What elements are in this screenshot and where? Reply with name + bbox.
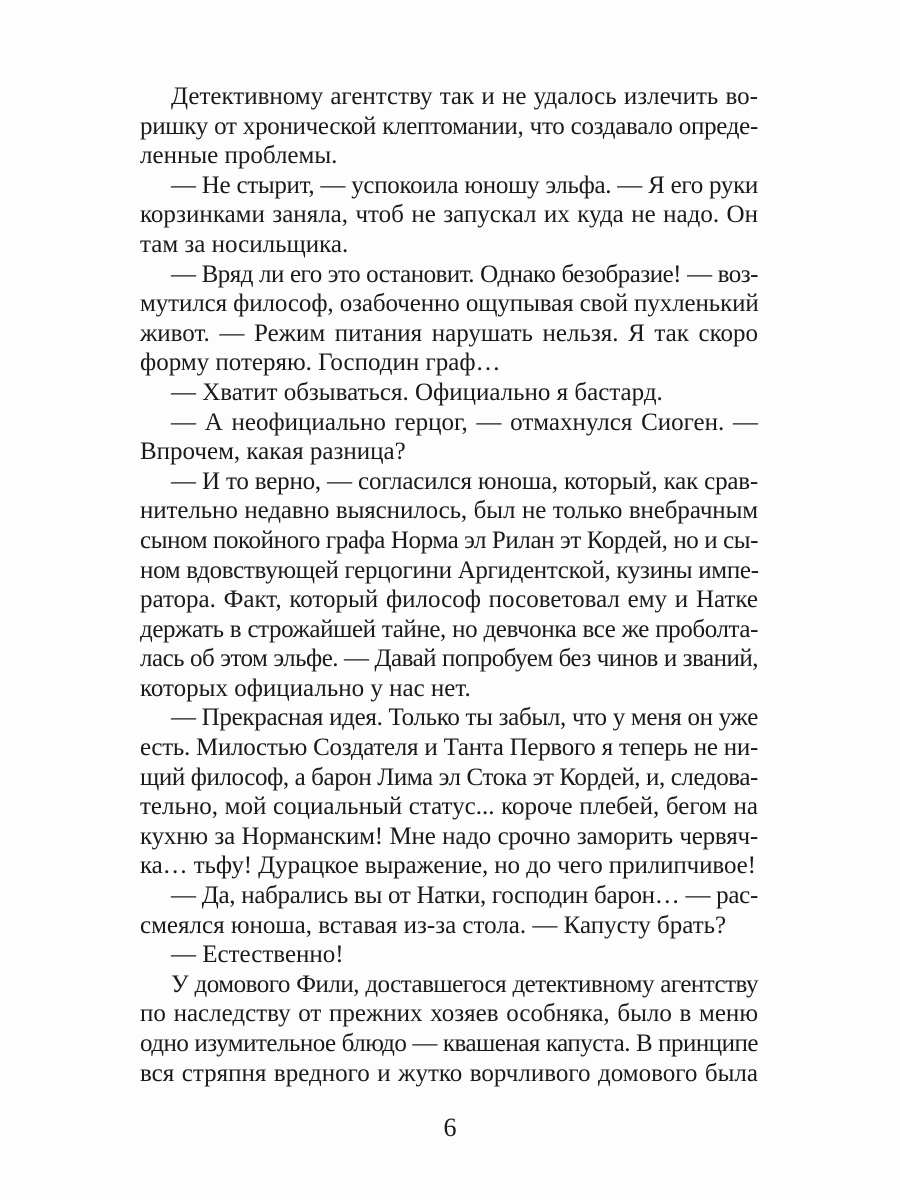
text-line: — Хватит обзываться. Официально я бастард.	[171, 378, 663, 406]
text-line: кухню за Норманским! Мне надо срочно заморить червяч-	[140, 822, 758, 850]
text-line: которых официально у нас нет.	[140, 674, 471, 702]
text-line: смеялся юноша, вставая из-за стола. — Капусту брать?	[140, 911, 727, 939]
text-line: — Не стырит, — успокоила юношу эльфа. — Я его руки	[171, 171, 758, 199]
page-number: 6	[443, 1113, 457, 1142]
text-line: одно изумительное блюдо — квашеная капуста. В принципе	[140, 1030, 758, 1057]
text-line: корзинками заняла, чтоб не запускал их куда не надо. Он	[140, 201, 758, 229]
text-line: лась об этом эльфе. — Давай попробуем без чинов и званий,	[140, 645, 758, 673]
text-line: тельно, мой социальный статус... короче плебей, бегом на	[140, 793, 758, 821]
text-line: — Вряд ли его это остановит. Однако безобразие! — воз-	[171, 260, 758, 288]
text-line: держать в строжайшей тайне, но девчонка все же проболта-	[140, 615, 758, 643]
text-line: ратора. Факт, который философ посоветовал ему и Натке	[140, 586, 758, 614]
text-line: — Прекрасная идея. Только ты забыл, что у меня он уже	[171, 704, 758, 732]
text-line: форму потеряю. Господин граф…	[140, 349, 501, 377]
text-line: нительно недавно выяснилось, был не только внебрачным	[140, 497, 758, 525]
text-line: — Естественно!	[171, 941, 344, 969]
text-line: — Да, набрались вы от Натки, господин барон… — рас-	[171, 882, 758, 910]
text-line: мутился философ, озабоченно ощупывая свой пухленький	[140, 290, 759, 318]
text-line: Детективному агентству так и не удалось излечить во-	[171, 83, 758, 110]
text-line: есть. Милостью Создателя и Танта Первого я теперь не ни-	[140, 734, 758, 762]
text-line: щий философ, а барон Лима эл Стока эт Кордей, и, следова-	[140, 763, 758, 791]
text-line: ленные проблемы.	[140, 142, 338, 170]
text-line: живот. — Режим питания нарушать нельзя. Я так скоро	[140, 319, 758, 347]
text-line: вся стряпня вредного и жутко ворчливого домового была	[140, 1059, 758, 1087]
text-line: Впрочем, какая разница?	[140, 438, 406, 466]
text-line: — А неофициально герцог, — отмахнулся Сиоген. —	[171, 408, 758, 436]
text-line: ришку от хронической клептомании, что создавало опреде-	[140, 112, 758, 140]
text-line: ном вдовствующей герцогини Аргидентской, кузины импе-	[140, 556, 759, 584]
text-line: ка… тьфу! Дурацкое выражение, но до чего прилипчивое!	[140, 852, 756, 880]
text-line: сыном покойного графа Норма эл Рилан эт Кордей, но и сы-	[140, 526, 759, 554]
text-line: там за носильщика.	[140, 230, 349, 258]
text-line: по наследству от прежних хозяев особняка, было в меню	[140, 1000, 758, 1028]
body-text	[140, 82, 758, 1088]
text-line: У домового Фили, доставшегося детективному агентству	[171, 970, 758, 998]
text-line: — И то верно, — согласился юноша, который, как срав-	[171, 467, 758, 495]
